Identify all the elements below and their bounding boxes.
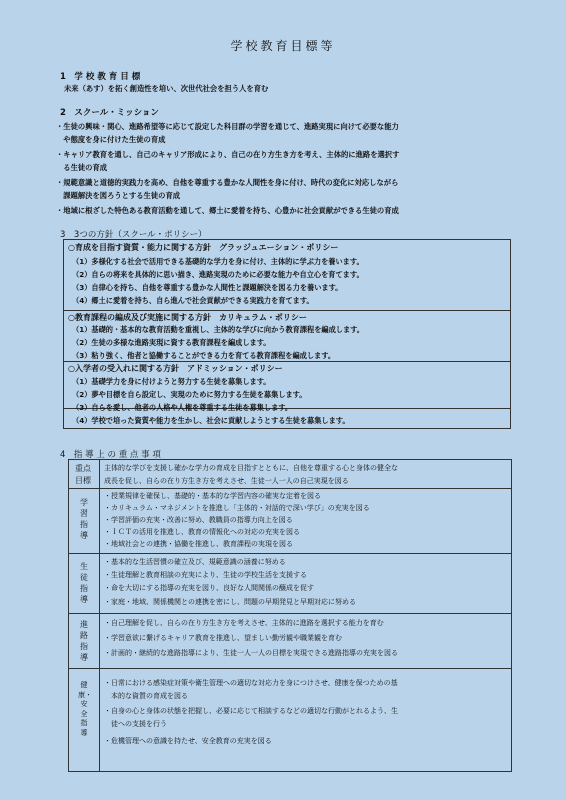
policy-item: （3）自らを愛し、他者の人格や人権を尊重する生徒を募集します。	[72, 403, 293, 412]
list-item: ・自己理解を促し、自らの在り方生き方を考えさせ、主体的に進路を選択する能力を育む	[104, 619, 384, 627]
list-item: ・学習意欲に繋げるキャリア教育を推進し、望ましい勤労観や職業観を育む	[104, 634, 342, 642]
table-row-divider	[68, 613, 512, 614]
list-item: ・生徒理解と教育相談の充実により、生徒の学校生活を支援する	[104, 571, 307, 579]
focus-text: 成長を促し、自らの在り方生き方を考えさせ、生徒一人一人の自己実現を図る	[104, 477, 349, 485]
policy-item: （4）学校で培った資質や能力を生かし、社会に貢献しようとする生徒を募集します。	[72, 416, 350, 425]
policy-item: （2）夢や目標を自ら設定し、実現のために努力する生徒を募集します。	[72, 390, 307, 399]
policy-item: （4）郷土に愛着を持ち、自ら進んで社会貢献ができる実践力を育てます。	[72, 296, 314, 305]
mission-line: ・地域に根ざした特色ある教育活動を通して、郷土に愛着を持ち、心豊かに社会貢献ができる生徒の育成	[56, 206, 399, 215]
category-career-guidance: 進路指導	[80, 620, 88, 662]
list-item: ・命を大切にする指導の充実を図り、良好な人間関係の醸成を促す	[104, 584, 314, 592]
policy-item: （1）多様化する社会で活用できる基礎的な学力を身に付け、主体的に学ぶ力を養います。	[72, 257, 364, 266]
policy-item: （3）自律心を持ち、自他を尊重する豊かな人間性と課題解決を図る力を養います。	[72, 283, 343, 292]
table-row-divider	[68, 553, 512, 554]
focus-text: 主体的な学びを支援し確かな学力の育成を目指すとともに、自他を尊重する心と身体の健全な	[104, 464, 398, 472]
list-item: ・カリキュラム・マネジメントを推進し「主体的・対話的で深い学び」の充実を図る	[104, 504, 370, 512]
section-4-heading: 4 指 導 上 の 重 点 事 項	[60, 450, 161, 460]
category-learning: 学習指導	[80, 498, 88, 540]
list-item: ・計画的・継続的な進路指導により、生徒一人一人の目標を実現できる進路指導の充実を図る	[104, 649, 398, 657]
table-row-divider	[68, 488, 512, 489]
admission-policy-heading: ○入学者の受入れに関する方針 アドミッション・ポリシー	[68, 364, 283, 373]
mission-line: ・規範意識と道徳的実践力を高め、自他を尊重する豊かな人間性を身に付け、時代の変化に対応しながら	[56, 178, 399, 187]
list-item: ・基本的な生活習慣の確立及び、規範意識の涵養に努める	[104, 558, 286, 566]
list-item: ・ＩＣＴの活用を推進し、教育の情報化への対応の充実を図る	[104, 528, 300, 536]
mission-line: る生徒の育成	[56, 163, 108, 172]
list-item: ・授業規律を確保し、基礎的・基本的な学習内容の確実な定着を図る	[104, 492, 321, 500]
mission-line: 課題解決を図ろうとする生徒の育成	[56, 191, 181, 200]
section-3-heading: 3 3つの方針（スクール・ポリシー）	[60, 230, 207, 240]
policy-item: （1）基礎学力を身に付けようと努力する生徒を募集します。	[72, 377, 271, 386]
list-item: ・自身の心と身体の状態を把握し、必要に応じて相談するなどの適切な行動がとれるよう、生	[104, 707, 398, 715]
policy-item: （2）生徒の多様な進路実現に資する教育課程を編成します。	[72, 338, 271, 347]
mission-line: や態度を身に付けた生徒の育成	[56, 135, 166, 144]
section-1-heading: 1 学 校 教 育 目 標	[60, 72, 141, 82]
category-student-guidance: 生徒指導	[80, 562, 88, 604]
policy-item: （3）粘り強く、他者と協働することができる力を育てる教育課程を編成します。	[72, 351, 336, 360]
list-item: ・家庭・地域、関係機関との連携を密にし、問題の早期発見と早期対応に努める	[104, 598, 356, 606]
focus-label: 目標	[75, 476, 91, 485]
policy-item: （1）基礎的・基本的な教育活動を重視し、主体的な学びに向かう教育課程を編成します。	[72, 325, 364, 334]
list-item: ・学習評価の充実・改善に努め、教職員の指導力向上を図る	[104, 516, 293, 524]
graduation-policy-heading: ○育成を目指す資質・能力に関する方針 グラッジュエーション・ポリシー	[68, 243, 339, 252]
focus-label: 重点	[75, 464, 91, 473]
section-2-heading: 2 スクール・ミッション	[60, 108, 159, 118]
list-item: 徒への支援を行う	[104, 720, 167, 728]
list-item: 本的な資質の育成を図る	[104, 692, 188, 700]
school-goal-text: 未来（あす）を拓く創造性を培い、次世代社会を担う人を育む	[64, 84, 269, 93]
list-item: ・危機管理への意識を持たせ、安全教育の充実を図る	[104, 737, 272, 745]
list-item: ・地域社会との連携・協働を推進し、教育課程の実現を図る	[104, 540, 293, 548]
policy-item: （2）自らの将来を具体的に思い描き、進路実現のために必要な能力や自立心を育てます。	[72, 270, 364, 279]
table-column-divider	[99, 459, 100, 772]
category-health-safety: 健康・安全指導	[78, 681, 92, 737]
mission-line: ・キャリア教育を通し、自己のキャリア形成により、自己の在り方生き方を考え、主体的に進路を選択す	[56, 150, 400, 159]
policy-box-frame	[63, 239, 511, 429]
page-title: 学校教育目標等	[230, 39, 336, 53]
mission-line: ・生徒の興味・関心、進路希望等に応じて設定した科目群の学習を通じて、進路実現に向けて必要な能力	[56, 122, 399, 131]
curriculum-policy-heading: ○教育課程の編成及び実施に関する方針 カリキュラム・ポリシー	[68, 313, 307, 322]
list-item: ・日常における感染症対策や衛生管理への適切な対応力を身につけさせ、健康を保つための基	[104, 679, 398, 687]
table-row-divider	[68, 668, 512, 669]
